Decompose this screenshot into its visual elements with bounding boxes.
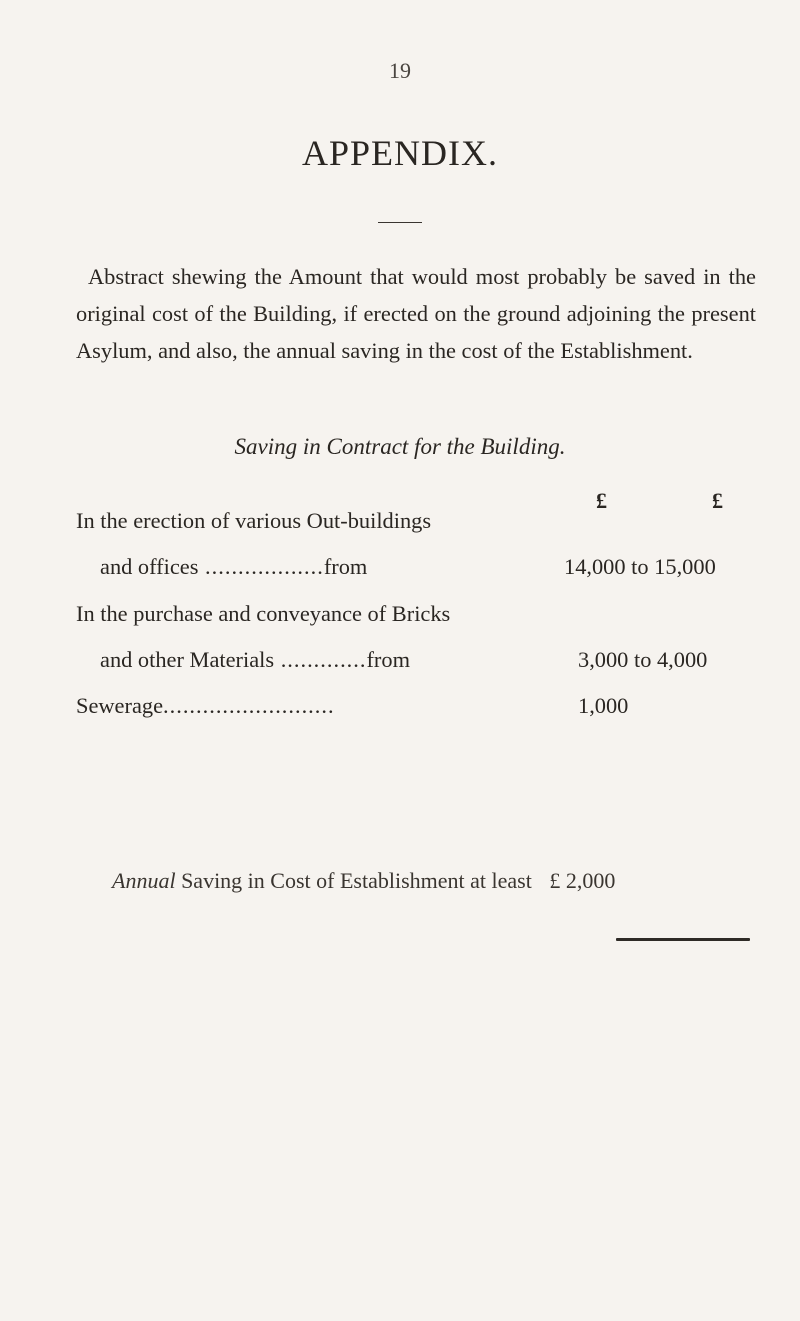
annual-italic-word: Annual	[112, 868, 176, 893]
item-bricks-leader: .............	[274, 647, 367, 672]
item-sewerage-label: Sewerage	[76, 693, 164, 718]
page-number: 19	[389, 58, 411, 83]
item-outbuildings-leader: ..................	[198, 554, 324, 579]
section-heading: Saving in Contract for the Building.	[234, 434, 566, 459]
item-outbuildings-line1: In the erection of various Out-buildings	[76, 508, 432, 533]
item-sewerage-line	[76, 693, 335, 719]
item-bricks-line1: In the purchase and conveyance of Bricks	[76, 601, 451, 626]
item-bricks-label: and other Materials	[100, 647, 275, 672]
item-bricks-line2	[100, 647, 410, 673]
currency-header-from: £	[596, 488, 607, 513]
annual-saving-amount: £ 2,000	[549, 868, 616, 893]
item-outbuildings-from: from	[323, 554, 368, 579]
title-rule	[378, 222, 422, 223]
page-title: APPENDIX.	[301, 133, 498, 173]
currency-header-to: £	[712, 488, 723, 513]
bottom-rule	[616, 938, 750, 941]
item-bricks-amount: 3,000 to 4,000	[578, 647, 708, 672]
annual-saving-line	[112, 868, 615, 894]
item-outbuildings-amount: 14,000 to 15,000	[564, 554, 716, 579]
abstract-paragraph: Abstract shewing the Amount that would most probably be saved in the original cost of the Building, if erected on the ground adjoining the present Asylum, and also, the annual saving in the cost of the Establishment.	[76, 264, 756, 363]
item-outbuildings-line2	[100, 554, 367, 580]
item-sewerage-leader: ..........................	[163, 693, 335, 718]
annual-saving-text: Saving in Cost of Establishment at least	[181, 868, 532, 893]
item-outbuildings-label: and offices	[100, 554, 199, 579]
item-sewerage-amount: 1,000	[578, 693, 629, 718]
item-bricks-from: from	[366, 647, 410, 672]
